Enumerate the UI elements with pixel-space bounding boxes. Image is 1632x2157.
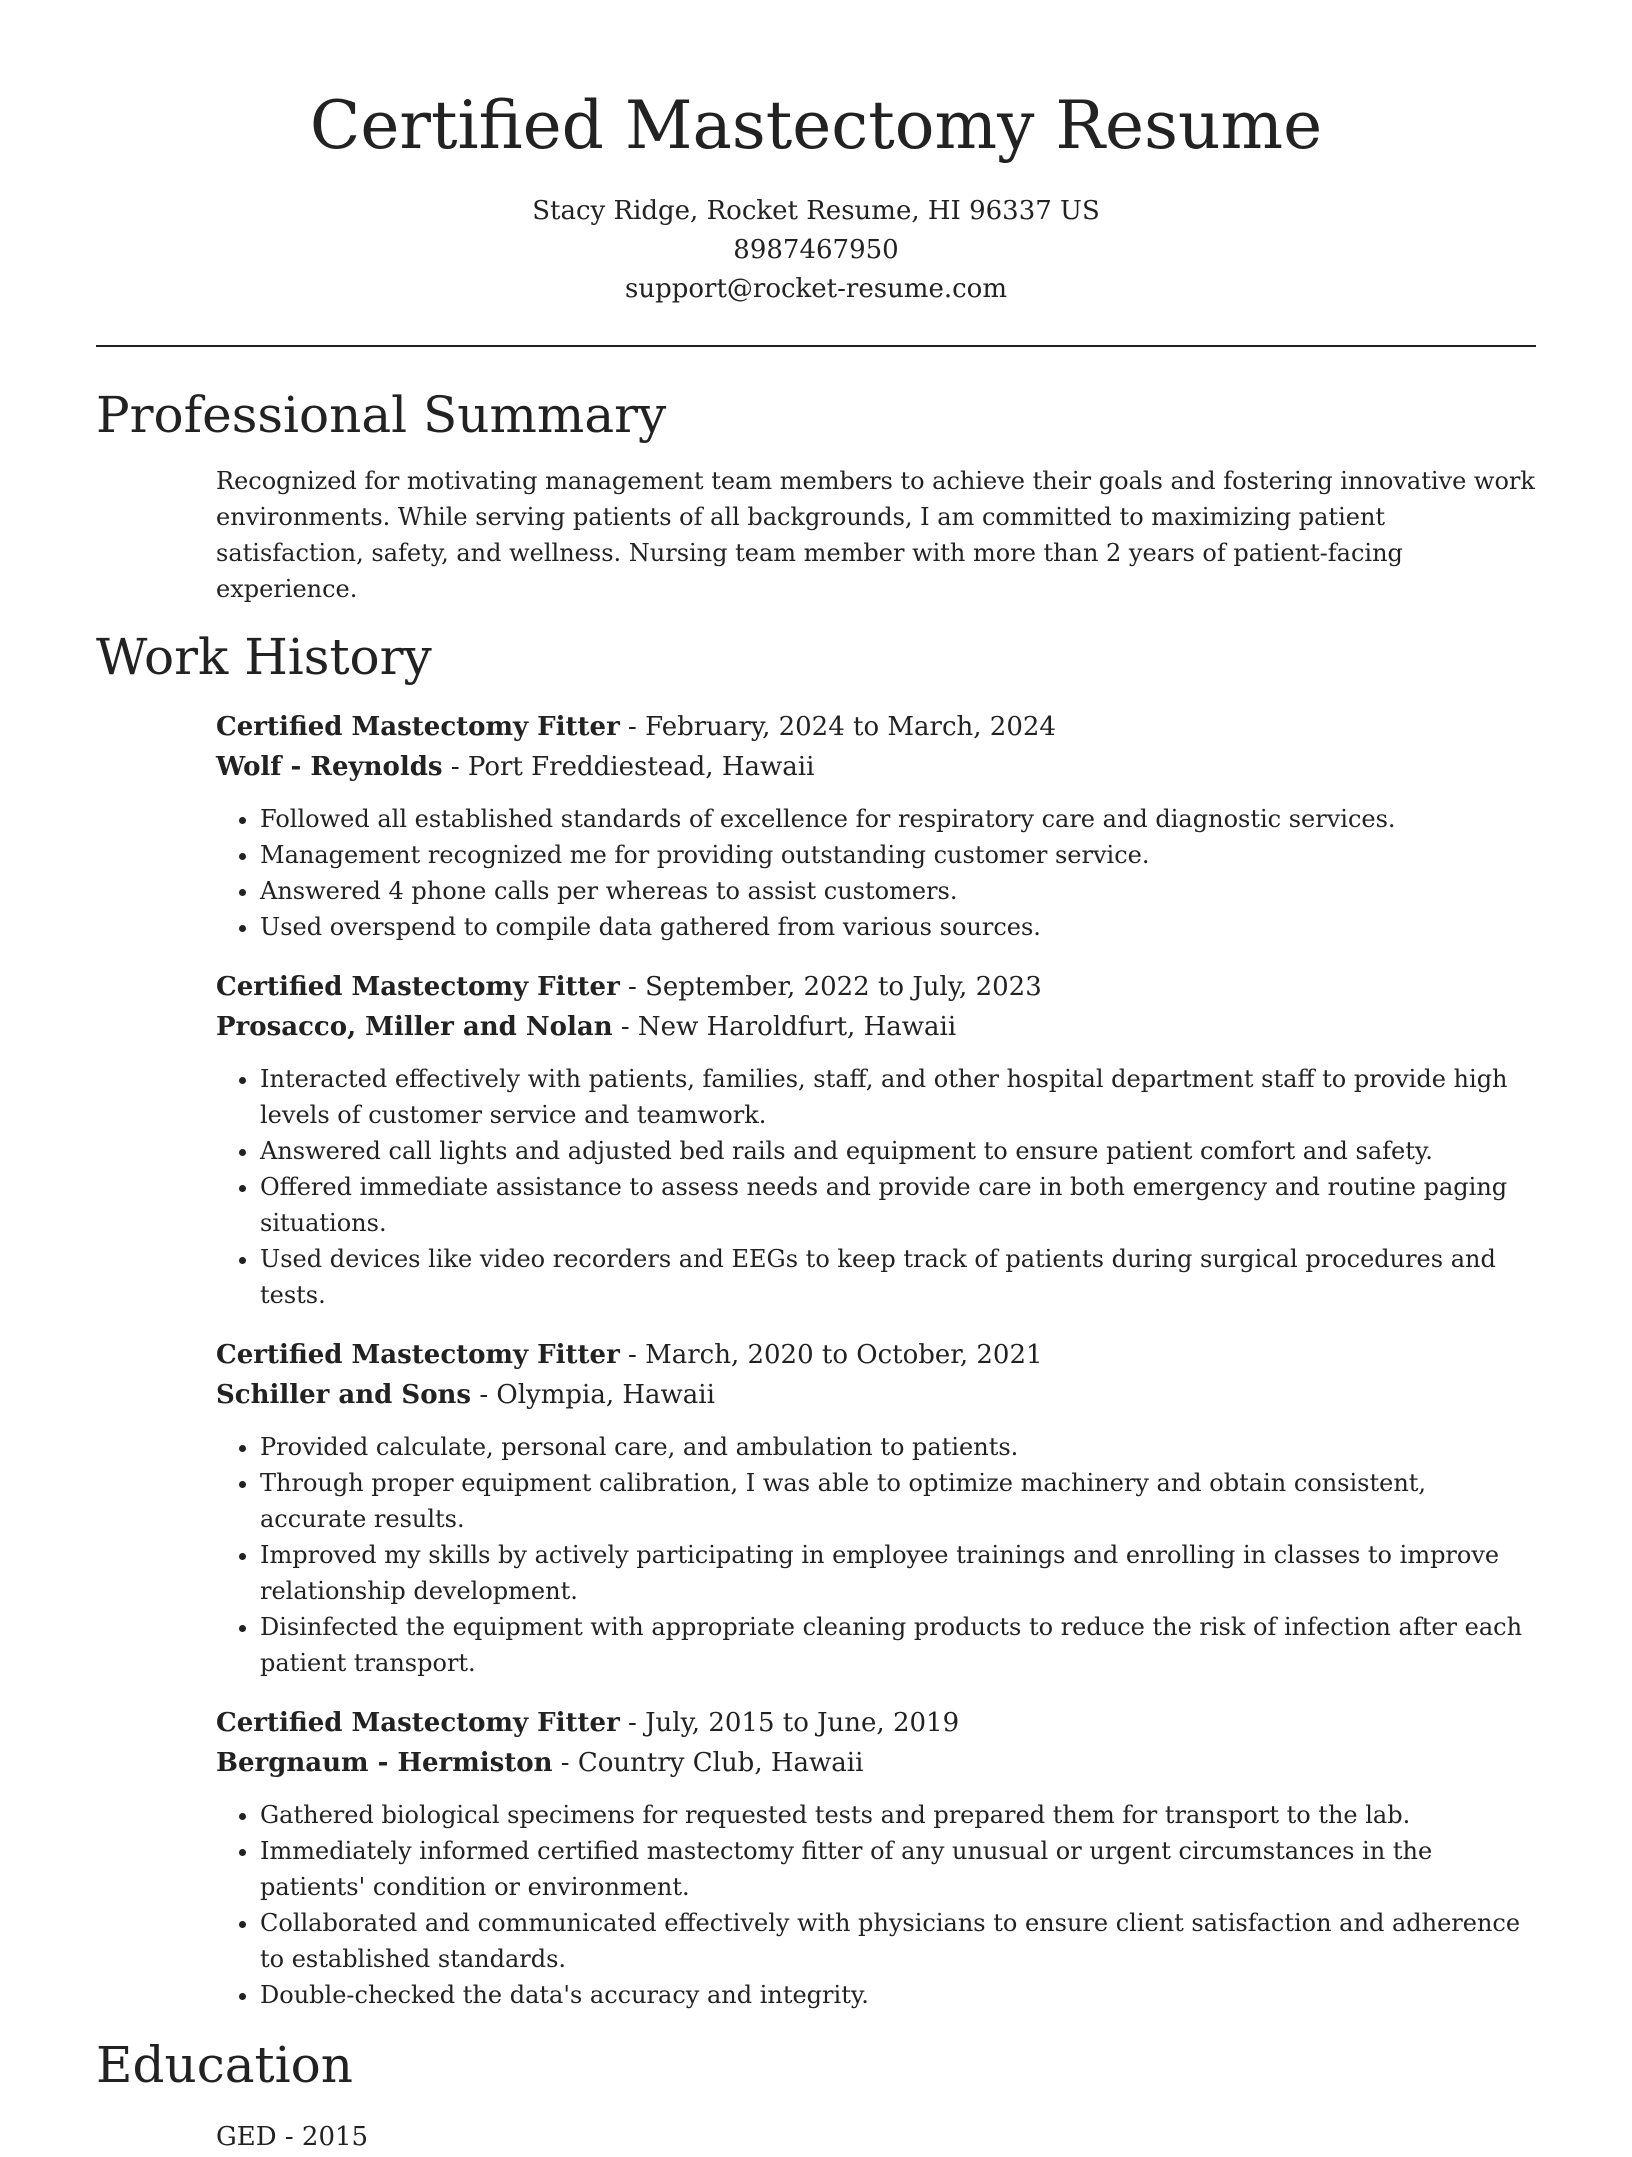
job-bullet: • Gathered biological specimens for requested tests and prepared them for transport to the lab. <box>260 1797 1536 1833</box>
job-title: Certified Mastectomy Fitter <box>216 1708 620 1738</box>
contact-info <box>96 192 1536 309</box>
job-entry <box>216 1335 1536 1681</box>
job-title-line <box>216 707 1536 747</box>
job-bullet: • Management recognized me for providing outstanding customer service. <box>260 837 1536 873</box>
job-title-line <box>216 1703 1536 1743</box>
job-bullet: • Disinfected the equipment with appropriate cleaning products to reduce the risk of infection after each patient transport. <box>260 1609 1536 1681</box>
job-location: - New Haroldfurt, Hawaii <box>612 1012 957 1042</box>
job-bullet: • Offered immediate assistance to assess needs and provide care in both emergency and routine paging situations. <box>260 1169 1536 1241</box>
contact-phone: 8987467950 <box>733 235 899 265</box>
job-company-line <box>216 1743 1536 1783</box>
job-bullet: • Through proper equipment calibration, I was able to optimize machinery and obtain consistent, accurate results. <box>260 1465 1536 1537</box>
summary-heading: Professional Summary <box>96 386 667 444</box>
job-title: Certified Mastectomy Fitter <box>216 712 620 742</box>
job-company: Wolf - Reynolds <box>216 752 443 782</box>
job-bullet: • Provided calculate, personal care, and ambulation to patients. <box>260 1429 1536 1465</box>
job-entry <box>216 1703 1536 2013</box>
job-title-line <box>216 967 1536 1007</box>
job-bullet: • Used devices like video recorders and EEGs to keep track of patients during surgical procedures and tests. <box>260 1241 1536 1313</box>
job-location: - Olympia, Hawaii <box>471 1380 715 1410</box>
work-history-list <box>216 707 1536 2013</box>
job-company: Schiller and Sons <box>216 1380 472 1410</box>
contact-address: Stacy Ridge, Rocket Resume, HI 96337 US <box>532 196 1100 226</box>
job-title: Certified Mastectomy Fitter <box>216 972 620 1002</box>
job-bullet: • Improved my skills by actively participating in employee trainings and enrolling in classes to improve relationship development. <box>260 1537 1536 1609</box>
job-bullet: • Double-checked the data's accuracy and integrity. <box>260 1977 1536 2013</box>
job-bullet: • Collaborated and communicated effectively with physicians to ensure client satisfaction and adherence to established standards. <box>260 1905 1536 1977</box>
work-history-heading: Work History <box>96 628 432 686</box>
education-entry: GED - 2015 <box>216 2122 369 2152</box>
job-title-line <box>216 1335 1536 1375</box>
summary-text: Recognized for motivating management team members to achieve their goals and fostering innovative work environments. While serving patients of all backgrounds, I am committed to maximizing patient satisfaction, safety, and wellness. Nursing team member with more than 2 years of patient-facing experience. <box>216 467 1535 603</box>
job-bullet: • Used overspend to compile data gathered from various sources. <box>260 909 1536 945</box>
job-dates: - July, 2015 to June, 2019 <box>619 1708 960 1738</box>
job-company-line <box>216 747 1536 787</box>
education-heading: Education <box>96 2036 353 2094</box>
job-bullets <box>216 1061 1536 1313</box>
header-divider <box>96 345 1536 347</box>
contact-email: support@rocket-resume.com <box>624 274 1007 304</box>
job-bullets <box>216 801 1536 945</box>
job-company-line <box>216 1375 1536 1415</box>
resume-title: Certified Mastectomy Resume <box>309 87 1323 164</box>
job-bullet: • Immediately informed certified mastectomy fitter of any unusual or urgent circumstances in the patients' condition or environment. <box>260 1833 1536 1905</box>
job-company: Bergnaum - Hermiston <box>216 1748 553 1778</box>
job-entry <box>216 707 1536 945</box>
job-location: - Country Club, Hawaii <box>552 1748 864 1778</box>
job-dates: - March, 2020 to October, 2021 <box>619 1340 1043 1370</box>
job-entry <box>216 967 1536 1313</box>
job-company-line <box>216 1007 1536 1047</box>
job-bullet: • Answered call lights and adjusted bed rails and equipment to ensure patient comfort and safety. <box>260 1133 1536 1169</box>
resume-header <box>96 0 1536 309</box>
job-dates: - September, 2022 to July, 2023 <box>619 972 1042 1002</box>
job-bullet: • Interacted effectively with patients, families, staff, and other hospital department staff to provide high levels of customer service and teamwork. <box>260 1061 1536 1133</box>
job-bullet: • Followed all established standards of excellence for respiratory care and diagnostic services. <box>260 801 1536 837</box>
job-bullets <box>216 1797 1536 2013</box>
job-bullets <box>216 1429 1536 1681</box>
job-company: Prosacco, Miller and Nolan <box>216 1012 613 1042</box>
job-title: Certified Mastectomy Fitter <box>216 1340 620 1370</box>
job-bullet: • Answered 4 phone calls per whereas to assist customers. <box>260 873 1536 909</box>
job-location: - Port Freddiestead, Hawaii <box>442 752 815 782</box>
job-dates: - February, 2024 to March, 2024 <box>619 712 1056 742</box>
